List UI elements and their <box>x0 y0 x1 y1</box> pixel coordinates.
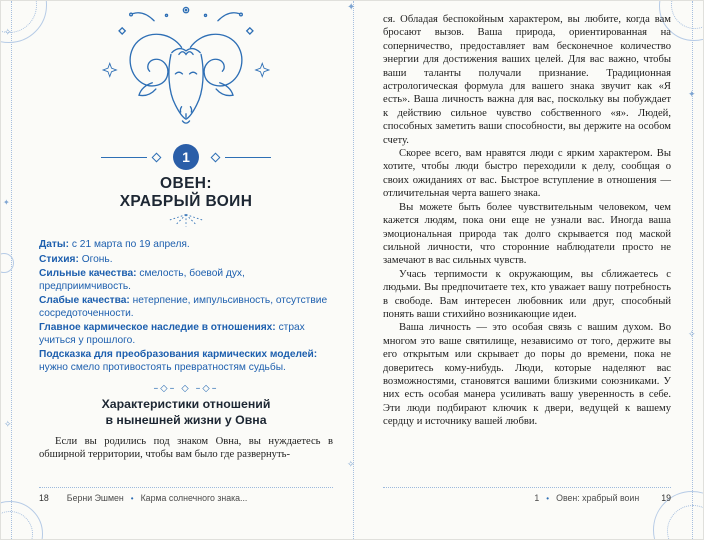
body-paragraph: Вы можете быть более чувствительным человеком, чем кажется людям, пока они еще не узнали вас. Иногда ваша эмоциональная природа так долго скрывается под маской сильной личности, что сторонние наблюдатели просто не замечают в вас сильных чувств. <box>383 201 671 267</box>
ornament-line <box>101 157 147 158</box>
footer-author: Берни Эшмен <box>66 493 124 503</box>
aries-ram-illustration <box>97 3 275 141</box>
diamond-icon <box>152 152 162 162</box>
sign-number-badge: 1 <box>173 144 199 170</box>
fact-karmic-hint <box>39 349 333 374</box>
section-heading-line2: в нынешней жизни у Овна <box>105 412 267 427</box>
fact-weaknesses <box>39 295 333 320</box>
fact-label: Подсказка для преобразования кармических моделей: <box>39 349 318 360</box>
section-heading-line1: Характеристики отношений <box>101 397 271 411</box>
intro-paragraph: Если вы родились под знаком Овна, вы нуждаетесь в обширной территории, чтобы вам было где развернуть- <box>39 436 333 461</box>
fact-text: смелость, боевой дух, предприимчивость. <box>39 268 245 292</box>
sign-number-ornament <box>101 143 271 171</box>
fact-text: нужно смело противостоять превратностям судьбы. <box>39 361 286 373</box>
rays-ornament <box>148 212 224 229</box>
fact-strengths <box>39 268 333 293</box>
footer-bullet-icon: • <box>130 493 134 503</box>
sign-facts-list <box>39 239 333 376</box>
footer-chapter-number: 1 <box>534 493 540 503</box>
fact-label: Стихия: <box>39 253 79 265</box>
ornament-line <box>225 157 271 158</box>
star-icon: ✧ <box>347 460 355 470</box>
fact-label: Даты: <box>39 239 70 250</box>
fact-label: Сильные качества: <box>39 268 137 279</box>
fact-label: Главное кармическое наследие в отношениях: <box>39 322 276 333</box>
chapter-title-line1: ОВЕН: <box>160 175 212 192</box>
footer-bullet-icon: • <box>546 493 550 503</box>
star-icon: ✦ <box>688 90 696 100</box>
page-number: 19 <box>661 493 671 503</box>
star-icon: ✦ <box>3 198 10 207</box>
fact-element <box>39 254 333 267</box>
star-icon: ✧ <box>4 420 12 430</box>
fact-karmic-legacy <box>39 322 333 347</box>
gutter-dotted-line <box>353 1 354 539</box>
diamond-icon <box>211 152 221 162</box>
fact-label: Слабые качества: <box>39 295 130 306</box>
right-page-footer <box>383 487 671 503</box>
right-page <box>383 1 671 540</box>
right-edge-dotted-line <box>692 1 693 539</box>
left-page <box>39 1 333 540</box>
page-number: 18 <box>39 493 49 503</box>
body-paragraph: ся. Обладая беспокойным характером, вы любите, когда вам бросают вызов. Ваша природа, ориентированная на соперничество, предоставляет вам бесконечное количество энергии для достижения ваших целей. Для вас важно, чтобы ваши таланты получали признание. Традиционная астрологическая формула для вашего знака звучит как «Я есть». Ваша личность важна для вас, поскольку вы побуждает к действию сильное чувство собственного «я». Людей, способных заметить ваши способности, вы держите на особом счету. <box>383 14 671 146</box>
fact-dates <box>39 239 333 252</box>
fact-text: страх учиться у прошлого. <box>39 322 305 346</box>
intro-paragraph-block <box>39 435 333 462</box>
footer-book-title: Карма солнечного знака... <box>140 493 248 503</box>
chapter-title-line2: ХРАБРЫЙ ВОИН <box>119 193 253 210</box>
section-heading <box>102 397 271 428</box>
star-icon: ✧ <box>688 330 696 340</box>
footer-chapter-title: Овен: храбрый воин <box>556 493 640 503</box>
star-icon: ✧ <box>4 28 12 38</box>
body-paragraph: Скорее всего, вам нравятся люди с ярким характером. Вы хотите, чтобы люди быстро переходили к делу, сообщая о своих ожиданиях от вас. Быстрое вступление в отношения — отличительная черта вашего знака. <box>383 148 671 200</box>
fact-text: с 21 марта по 19 апреля. <box>71 239 190 250</box>
section-divider-ornament: –◇– ◇ –◇– <box>153 383 219 394</box>
body-paragraph: Учась терпимости к окружающим, вы сближаетесь с людьми. Вы предпочитаете тех, кто уважает вашу потребность в свободе. Вам интересен любовник или друг, способный понять ваши стихийно возникающие идеи. <box>383 268 671 320</box>
ram-line-art <box>97 3 275 136</box>
fact-text: нетерпение, импульсивность, отсутствие сосредоточенности. <box>39 295 328 319</box>
body-paragraph: Ваша личность — это особая связь с вашим духом. Во многом это ваше святилище, независимо от того, держите вы его открытым или скрывает до поры до времени, пока не доверитесь кому-нибудь. Люди, которые наделяют вас возможностями, становятся вашими близкими союзниками. У них есть особая манера усиливать вашу уверенность в себе. Эти люди подбирают ключик к двери, ведущей к вашему сердцу и источнику вашей любви. <box>383 322 671 428</box>
chapter-title <box>120 175 253 211</box>
rays-icon <box>148 212 224 229</box>
left-page-footer <box>39 487 333 503</box>
star-icon: ✦ <box>347 2 356 13</box>
fact-text: Огонь. <box>81 253 113 265</box>
